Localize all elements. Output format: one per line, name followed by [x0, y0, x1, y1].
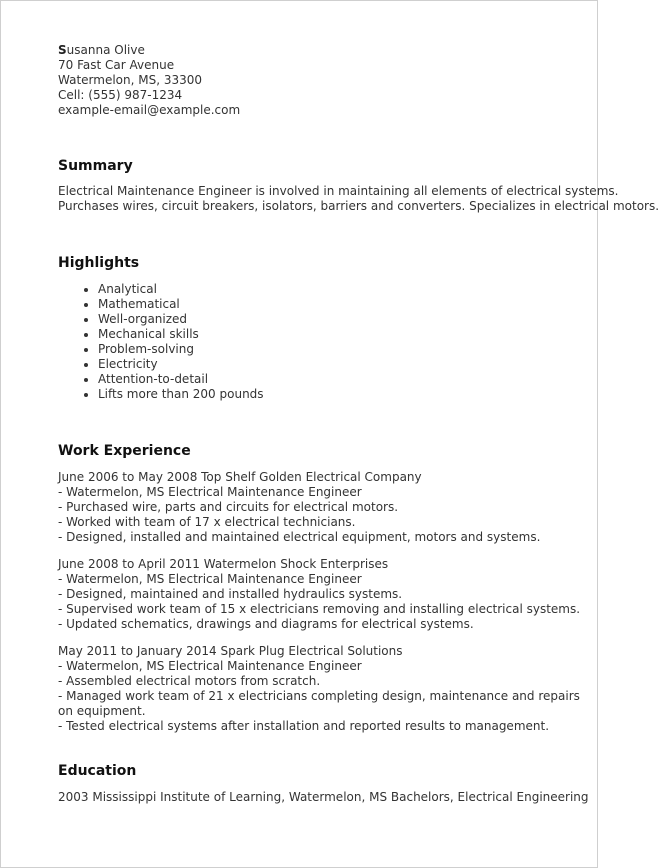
list-item: • Analytical	[98, 282, 593, 297]
summary-title: Summary	[58, 158, 133, 174]
resume-content	[58, 43, 659, 805]
job-line: - Designed, maintained and installed hydraulics systems.	[58, 587, 403, 601]
highlights-list	[58, 282, 593, 402]
contact-street: 70 Fast Car Avenue	[58, 58, 175, 72]
list-item: • Mechanical skills	[98, 327, 593, 342]
job-line: - Managed work team of 21 x electricians completing design, maintenance and repairs on equipment.	[58, 689, 580, 718]
work-experience-section	[58, 442, 593, 734]
contact-email: example-email@example.com	[58, 103, 241, 117]
job-line: - Watermelon, MS Electrical Maintenance Engineer	[58, 659, 362, 673]
education-line: 2003 Mississippi Institute of Learning, Watermelon, MS Bachelors, Electrical Engineering	[58, 790, 589, 804]
job-line: - Assembled electrical motors from scratch.	[58, 674, 321, 688]
summary-line-1: Electrical Maintenance Engineer is involved in maintaining all elements of electrical systems.	[58, 184, 619, 198]
list-item: • Attention-to-detail	[98, 372, 593, 387]
job-header: May 2011 to January 2014 Spark Plug Electrical Solutions	[58, 644, 403, 658]
job-entry	[58, 470, 593, 545]
list-item: • Well-organized	[98, 312, 593, 327]
list-item: • Problem-solving	[98, 342, 593, 357]
contact-cell: Cell: (555) 987-1234	[58, 88, 183, 102]
list-item: • Electricity	[98, 357, 593, 372]
job-line: - Supervised work team of 15 x electricians removing and installing electrical systems.	[58, 602, 581, 616]
name-rest: usanna Olive	[66, 43, 145, 57]
name-initial: S	[58, 43, 67, 57]
list-item: • Mathematical	[98, 297, 593, 312]
job-line: - Purchased wire, parts and circuits for electrical motors.	[58, 500, 399, 514]
job-line: - Designed, installed and maintained electrical equipment, motors and systems.	[58, 530, 541, 544]
job-line: - Watermelon, MS Electrical Maintenance Engineer	[58, 572, 362, 586]
job-line: - Worked with team of 17 x electrical technicians.	[58, 515, 356, 529]
job-line: - Updated schematics, drawings and diagrams for electrical systems.	[58, 617, 474, 631]
highlights-section	[58, 254, 593, 402]
job-header: June 2008 to April 2011 Watermelon Shock Enterprises	[58, 557, 389, 571]
contact-city: Watermelon, MS, 33300	[58, 73, 203, 87]
job-line: - Watermelon, MS Electrical Maintenance Engineer	[58, 485, 362, 499]
highlights-title: Highlights	[58, 255, 140, 271]
job-header: June 2006 to May 2008 Top Shelf Golden Electrical Company	[58, 470, 422, 484]
list-item: • Lifts more than 200 pounds	[98, 387, 593, 402]
work-experience-title: Work Experience	[58, 443, 191, 459]
job-line: - Tested electrical systems after installation and reported results to management.	[58, 719, 550, 733]
job-entry	[58, 644, 593, 734]
summary-section	[58, 157, 659, 214]
contact-block	[58, 43, 593, 118]
job-entry	[58, 557, 593, 632]
education-section	[58, 762, 593, 805]
summary-line-2: Purchases wires, circuit breakers, isolators, barriers and converters. Specializes in electrical motors.	[58, 199, 659, 213]
contact-name	[58, 43, 593, 58]
education-title: Education	[58, 763, 137, 779]
